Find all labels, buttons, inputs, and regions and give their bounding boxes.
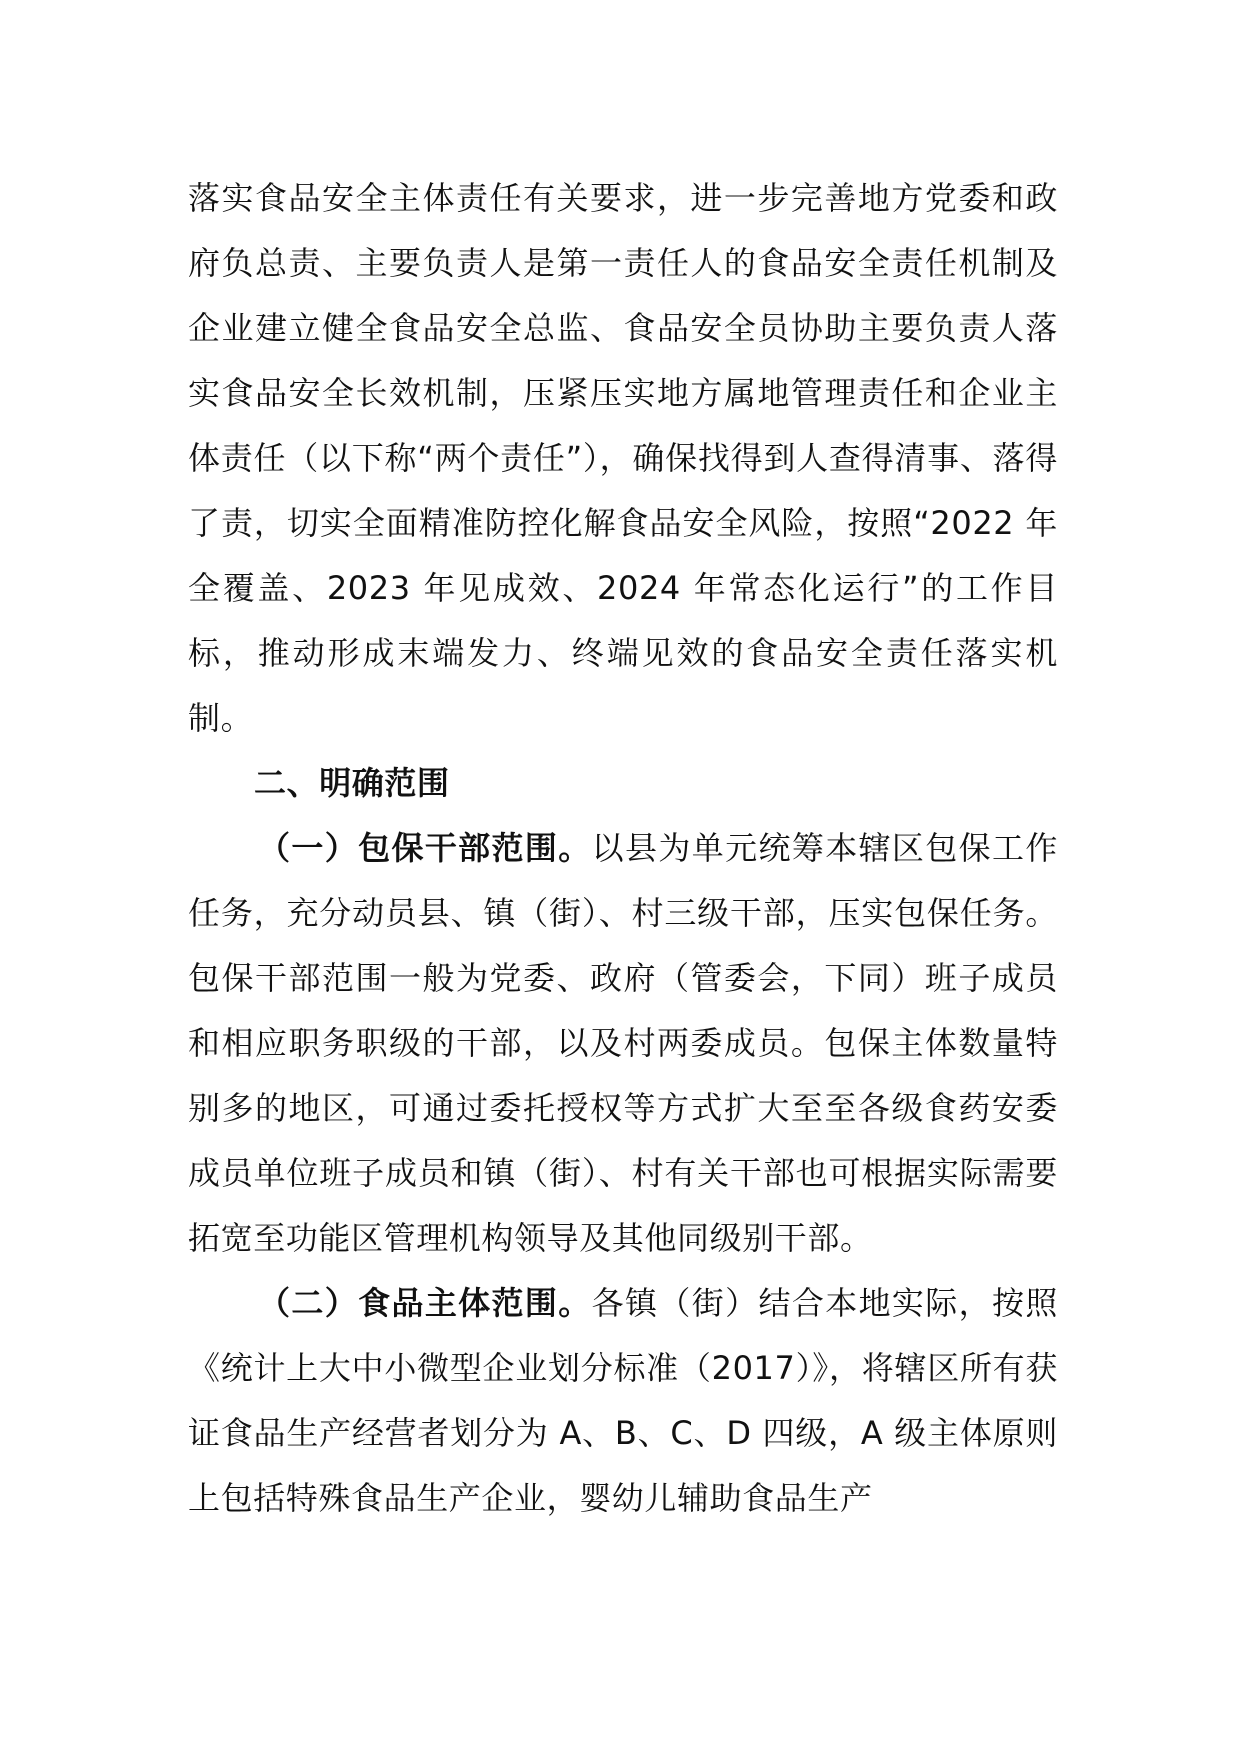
paragraph-cadre-scope bbox=[188, 816, 1058, 1271]
paragraph-food-entity-scope bbox=[188, 1271, 1058, 1531]
subheading-cadre-scope: （一）包保干部范围。 bbox=[258, 829, 592, 867]
document-page bbox=[188, 166, 1058, 1531]
paragraph-intro: 落实食品安全主体责任有关要求，进一步完善地方党委和政府负总责、主要负责人是第一责任人的食品安全责任机制及企业建立健全食品安全总监、食品安全员协助主要负责人落实食品安全长效机制，压紧压实地方属地管理责任和企业主体责任（以下称“两个责任”），确保找得到人查得清事、落得了责，切实全面精准防控化解食品安全风险，按照“2022 年全覆盖、2023 年见成效、2024 年常态化运行”的工作目标，推动形成末端发力、终端见效的食品安全责任落实机制。 bbox=[188, 179, 1058, 737]
subheading-food-entity-scope: （二）食品主体范围。 bbox=[258, 1284, 592, 1322]
cadre-scope-text: 以县为单元统筹本辖区包保工作任务，充分动员县、镇（街）、村三级干部，压实包保任务。包保干部范围一般为党委、政府（管委会，下同）班子成员和相应职务职级的干部，以及村两委成员。包保主体数量特别多的地区，可通过委托授权等方式扩大至至各级食药安委成员单位班子成员和镇（街）、村有关干部也可根据实际需要拓宽至功能区管理机构领导及其他同级别干部。 bbox=[188, 829, 1058, 1257]
food-entity-scope-text: 各镇（街）结合本地实际，按照《统计上大中小微型企业划分标准（2017）》，将辖区所有获证食品生产经营者划分为 A、B、C、D 四级，A 级主体原则上包括特殊食品生产企业，婴幼儿辅助食品生产 bbox=[188, 1284, 1058, 1517]
section-heading-scope: 二、明确范围 bbox=[254, 764, 450, 802]
